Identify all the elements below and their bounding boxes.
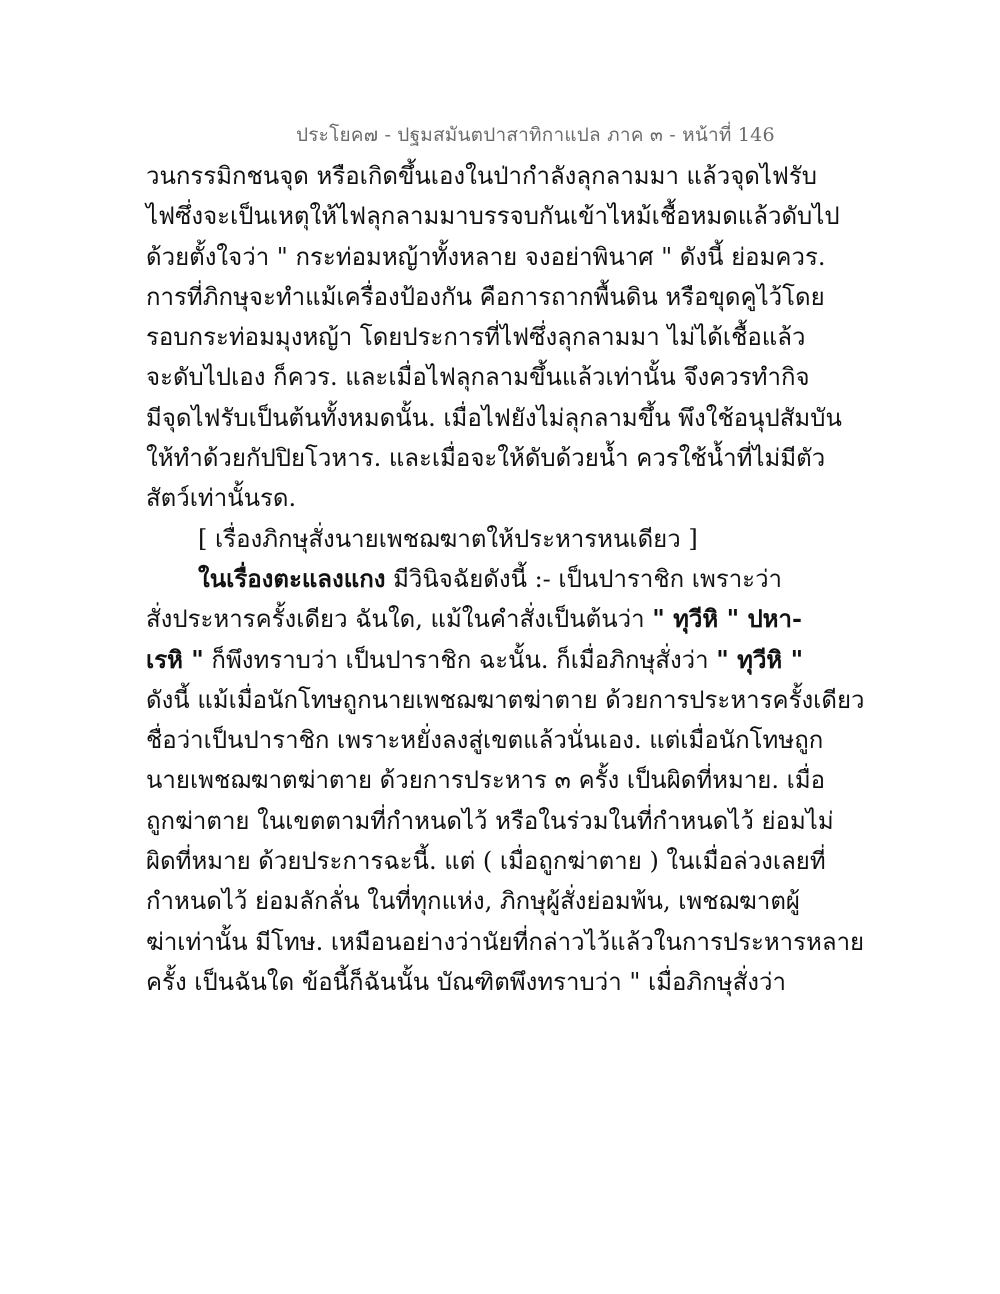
text-span: ก็พึงทราบว่า เป็นปาราชิก ฉะนั้น. ก็เมื่อภิกษุสั่งว่า xyxy=(203,645,717,674)
text-line xyxy=(146,398,842,438)
text-span: วนกรรมิกชนจุด หรือเกิดขึ้นเองในป่ากำลังลุกลามมา แล้วจุดไฟรับ xyxy=(146,162,818,190)
text-span: ด้วยตั้งใจว่า " กระท่อมหญ้าทั้งหลาย จงอย่าพินาศ " ดังนี้ ย่อมควร. xyxy=(146,242,826,271)
text-line xyxy=(146,760,826,800)
bold-text-span: ในเรื่องตะแลงแกง xyxy=(198,563,386,593)
text-line xyxy=(146,720,824,760)
text-line xyxy=(146,237,826,277)
text-span: ชื่อว่าเป็นปาราชิก เพราะหยั่งลงสู่เขตแล้วนั่นเอง. แต่เมื่อนักโทษถูก xyxy=(146,726,824,755)
text-line xyxy=(146,680,865,720)
text-line xyxy=(146,922,865,962)
text-line xyxy=(146,962,786,1002)
text-span: รอบกระท่อมมุงหญ้า โดยประการที่ไฟซึ่งลุกลามมา ไม่ได้เชื้อแล้ว xyxy=(146,323,806,352)
text-line xyxy=(146,156,818,196)
text-span: ไฟซึ่งจะเป็นเหตุให้ไฟลุกลามมาบรรจบกันเข้าไหม้เชื้อหมดแล้วดับไป xyxy=(146,202,840,231)
text-span: สั่งประหารครั้งเดียว ฉันใด, แม้ในคำสั่งเป็นต้นว่า xyxy=(146,605,653,634)
text-span: มีวินิจฉัยดังนี้ :- เป็นปาราชิก เพราะว่า xyxy=(385,564,783,593)
text-line xyxy=(146,640,804,680)
text-span: การที่ภิกษุจะทำแม้เครื่องป้องกัน คือการถากพื้นดิน หรือขุดคูไว้โดย xyxy=(146,282,825,311)
text-line xyxy=(146,317,806,357)
body-text xyxy=(146,156,865,1002)
text-span: ผิดที่หมาย ด้วยประการฉะนี้. แต่ ( เมื่อถูกฆ่าตาย ) ในเมื่อล่วงเลยที่ xyxy=(146,847,826,876)
text-span: จะดับไปเอง ก็ควร. และเมื่อไฟลุกลามขึ้นแล้วเท่านั้น จึงควรทำกิจ xyxy=(146,363,810,392)
text-line xyxy=(146,478,726,518)
text-span: ฆ่าเท่านั้น มีโทษ. เหมือนอย่างว่านัยที่กล่าวไว้แล้วในการประหารหลาย xyxy=(146,927,865,956)
bold-text-span: เรหิ " xyxy=(146,644,204,674)
text-span: ถูกฆ่าตาย ในเขตตามที่กำหนดไว้ หรือในร่วมในที่กำหนดไว้ ย่อมไม่ xyxy=(146,806,834,835)
text-line xyxy=(146,438,826,478)
text-span: สัตว์เท่านั้นรด. xyxy=(146,484,297,513)
text-line xyxy=(146,519,726,559)
text-span: ดังนี้ แม้เมื่อนักโทษถูกนายเพชฌฆาตฆ่าตาย ด้วยการประหารครั้งเดียว xyxy=(146,685,865,714)
text-span: [ เรื่องภิกษุสั่งนายเพชฌฆาตให้ประหารหนเดียว ] xyxy=(198,524,698,553)
running-header: ประโยค๗ - ปฐมสมันตปาสาทิกาแปล ภาค ๓ - หน้าที่ 146 xyxy=(296,124,775,146)
text-span: มีจุดไฟรับเป็นต้นทั้งหมดนั้น. เมื่อไฟยังไม่ลุกลามขึ้น พึงใช้อนุปสัมบัน xyxy=(146,403,842,432)
text-span: ครั้ง เป็นฉันใด ข้อนี้ก็ฉันนั้น บัณฑิตพึงทราบว่า " เมื่อภิกษุสั่งว่า xyxy=(146,967,786,996)
text-line xyxy=(146,357,810,397)
text-span: ให้ทำด้วยกัปปิยโวหาร. และเมื่อจะให้ดับด้วยน้ำ ควรใช้น้ำที่ไม่มีตัว xyxy=(146,444,826,473)
text-line xyxy=(146,801,834,841)
text-line xyxy=(146,277,825,317)
text-span: นายเพชฌฆาตฆ่าตาย ด้วยการประหาร ๓ ครั้ง เป็นผิดที่หมาย. เมื่อ xyxy=(146,766,826,795)
text-line xyxy=(146,599,802,639)
text-line xyxy=(146,196,840,236)
text-span: กำหนดไว้ ย่อมลักลั่น ในที่ทุกแห่ง, ภิกษุผู้สั่งย่อมพ้น, เพชฌฆาตผู้ xyxy=(146,887,800,916)
bold-text-span: " ทุวีหิ " xyxy=(716,644,804,674)
text-line xyxy=(146,841,826,881)
text-line xyxy=(146,559,783,599)
bold-text-span: " ทุวีหิ " ปหา- xyxy=(652,604,802,634)
text-line xyxy=(146,881,800,921)
